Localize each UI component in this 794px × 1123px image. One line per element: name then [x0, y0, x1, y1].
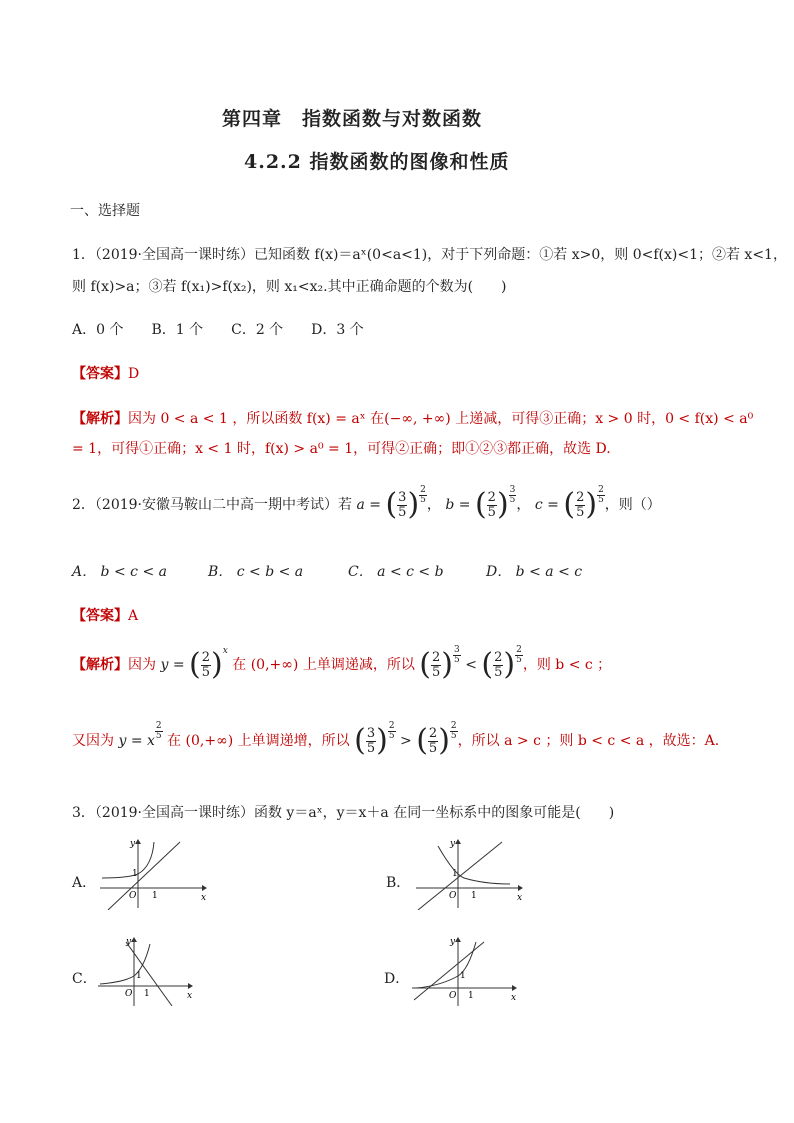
q1-options: A．0 个 B．1 个 C．2 个 D．3 个 [72, 322, 364, 338]
q3-label-b: B． [386, 875, 411, 891]
svg-text:x: x [187, 991, 193, 1001]
svg-text:1: 1 [460, 971, 466, 981]
q2-prefix: 2．（2019·安徽马鞍山二中高一期中考试）若 [72, 497, 352, 513]
q2-stem: 2．（2019·安徽马鞍山二中高一期中考试）若 a = ( $\frac{3}{5}$ ) $\frac{2}{5}$ ， b = ( $\frac{2}{5}$ ) $\frac{3}{5}$ ， c = ( $\frac{2}{5}$ ) $\frac{2}{5}$ ，则（） [72, 485, 661, 522]
axis-x-label: x [201, 893, 207, 903]
svg-text:1: 1 [471, 891, 477, 901]
svg-text:x: x [517, 893, 523, 903]
q2-option-a: A． b < c < a [72, 564, 167, 580]
svg-text:1: 1 [452, 869, 458, 879]
chapter-title: 第四章 指数函数与对数函数 [222, 108, 483, 130]
fraction: $\frac{3}{5}$ [398, 489, 407, 520]
q1-analysis-line2: = 1，可得①正确；x < 1 时，f(x) > a⁰ = 1，可得②正确；即①②③都正确，故选 D. [72, 441, 611, 457]
q2-c-label: c = [534, 497, 559, 513]
q1-answer [72, 363, 139, 383]
graph-d [410, 934, 520, 1006]
svg-text:1: 1 [136, 971, 142, 981]
q2-option-c: C． a < c < b [348, 564, 444, 580]
svg-text:O: O [449, 891, 457, 901]
axis-y-label: y [130, 839, 136, 849]
q3-label-d: D． [384, 971, 410, 987]
q3-label-a: A． [72, 875, 97, 891]
svg-text:1: 1 [132, 869, 138, 879]
q2-option-d: D． b < a < c [486, 564, 583, 580]
q2-analysis-line1: 【解析】因为 y = ( $\frac{2}{5}$ )$^x$ 在 (0,+∞) 上单调递减，所以 ( $\frac{2}{5}$ ) $\frac{3}{5}$ < ( $\frac{2}{5}$ ) $\frac{2}{5}$ ，则 b < c ； [72, 645, 612, 682]
graph-c [96, 934, 206, 1006]
svg-text:x: x [511, 993, 517, 1003]
graph-a [98, 838, 208, 910]
q1-line1: 1．（2019·全国高一课时练）已知函数 f(x)＝aˣ(0<a<1)，对于下列命题：①若 x>0，则 0<f(x)<1；②若 x<1， [72, 247, 787, 263]
svg-text:O: O [125, 989, 133, 999]
q3-stem: 3．（2019·全国高一课时练）函数 y＝aˣ，y＝x＋a 在同一坐标系中的图象可能是( ) [72, 805, 615, 821]
q1-line2: 则 f(x)>a；③若 f(x₁)>f(x₂)，则 x₁<x₂.其中正确命题的个数为( ) [72, 279, 507, 295]
analysis-text: 因为 0 < a < 1 ，所以函数 f(x) = aˣ 在(−∞, +∞) 上递减，可得③正确；x > 0 时，0 < f(x) < a⁰ [128, 411, 754, 427]
graph-b [414, 838, 524, 910]
analysis-tag: 【解析】 [72, 411, 128, 427]
svg-text:y: y [126, 937, 132, 947]
origin-label: O [129, 891, 137, 901]
section-title: 4.2.2 指数函数的图像和性质 [244, 151, 510, 173]
q2-analysis-line2: 又因为 y = x $\frac{2}{5}$ 在 (0,+∞) 上单调递增，所以 ( $\frac{3}{5}$ ) $\frac{2}{5}$ > ( $\frac{2}{5}$ ) $\frac{2}{5}$ ，所以 a > c ；则 b < c < a ，故选：A. [72, 721, 720, 758]
svg-text:1: 1 [468, 991, 474, 1001]
svg-text:O: O [449, 991, 457, 1001]
svg-text:y: y [450, 937, 456, 947]
one-label: 1 [152, 891, 158, 901]
part-heading: 一、选择题 [70, 203, 140, 219]
q2-answer: 【答案】A [72, 608, 139, 624]
svg-text:1: 1 [144, 989, 150, 999]
q2-option-b: B． c < b < a [208, 564, 304, 580]
svg-text:y: y [450, 839, 456, 849]
q2-a-label: a = [356, 497, 381, 513]
answer-tag: 【答案】 [72, 366, 128, 382]
q3-label-c: C． [72, 971, 97, 987]
q2-suffix: ，则（） [604, 497, 661, 513]
answer-value: D [128, 366, 140, 382]
answer-value: A [128, 608, 139, 624]
q1-analysis-line1 [72, 408, 753, 428]
q2-b-label: b = [445, 497, 471, 513]
